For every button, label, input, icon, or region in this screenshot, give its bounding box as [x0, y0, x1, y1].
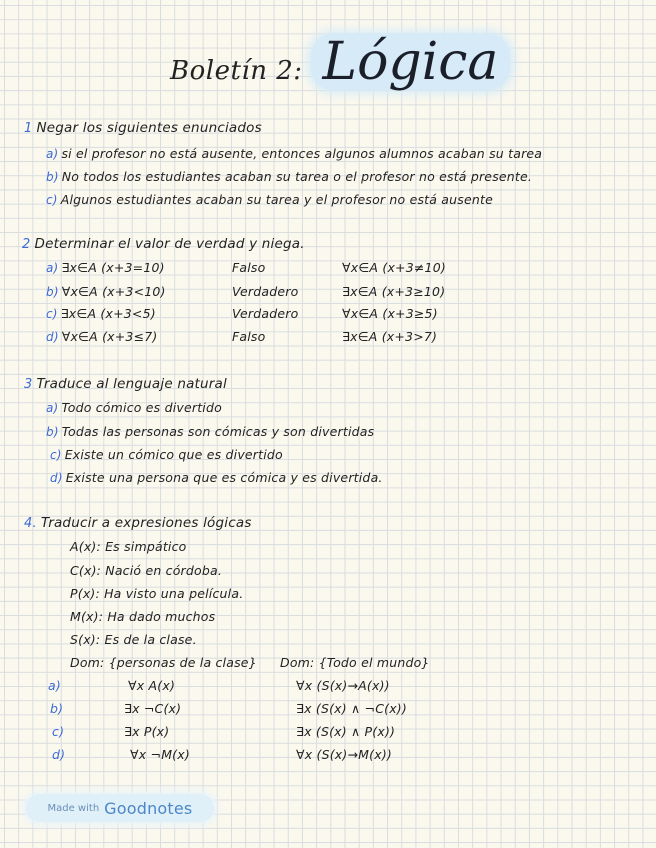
s3-item-d: [50, 470, 383, 485]
s1-letter-c: c): [46, 193, 58, 207]
s3-text-b: Todas las personas son cómicas y son divertidas: [61, 424, 375, 439]
s3-text-d: Existe una persona que es cómica y es divertida.: [65, 470, 383, 485]
s2-row-a: [46, 260, 165, 275]
s2-row-d: [46, 329, 157, 344]
s4-left-b: ∃x ¬C(x): [124, 701, 182, 716]
s4-domain-right: Dom: {Todo el mundo}: [280, 655, 430, 670]
title-prefix: Boletín 2:: [170, 56, 303, 86]
s2-letter-c: c): [46, 307, 58, 321]
s1-item-c: [46, 192, 493, 207]
section-1-number: 1: [24, 121, 33, 136]
s3-letter-c: c): [50, 448, 62, 462]
s4-letter-c: c): [52, 724, 65, 739]
s4-def-p: P(x): Ha visto una película.: [70, 586, 244, 601]
s4-left-d: ∀x ¬M(x): [130, 747, 190, 762]
s1-letter-b: b): [46, 170, 59, 184]
s1-text-c: Algunos estudiantes acaban su tarea y el profesor no está ausente: [60, 192, 494, 207]
s3-text-a: Todo cómico es divertido: [61, 400, 222, 415]
s2-letter-b: b): [46, 285, 59, 299]
s4-def-m: M(x): Ha dado muchos: [70, 609, 216, 624]
title-highlight: Lógica: [311, 34, 511, 90]
s2-neg-c: ∀x∈A (x+3≥5): [342, 306, 438, 321]
s2-letter-d: d): [46, 330, 59, 344]
s1-item-a: [46, 146, 542, 161]
s3-letter-b: b): [46, 425, 59, 439]
section-3-heading: [24, 376, 227, 392]
s1-letter-a: a): [46, 147, 59, 161]
s4-right-c: ∃x (S(x) ∧ P(x)): [296, 724, 396, 739]
s4-def-c: C(x): Nació en córdoba.: [70, 563, 223, 578]
s4-letter-b: b): [50, 701, 64, 716]
s4-left-a: ∀x A(x): [128, 678, 176, 693]
s2-value-a: Falso: [232, 260, 266, 275]
s2-expr-d: ∀x∈A (x+3≤7): [61, 329, 158, 344]
s4-def-a: A(x): Es simpático: [70, 539, 187, 554]
s2-expr-c: ∃x∈A (x+3<5): [60, 306, 156, 321]
s3-item-a: [46, 400, 222, 415]
badge-brand-logo: Goodnotes: [104, 798, 193, 818]
section-2-number: 2: [22, 237, 31, 252]
s4-def-s: S(x): Es de la clase.: [70, 632, 197, 647]
s2-row-c: [46, 306, 156, 321]
section-1-heading: [24, 120, 262, 136]
s2-value-c: Verdadero: [232, 306, 299, 321]
s2-row-b: [46, 284, 166, 299]
section-3-title: Traduce al lenguaje natural: [36, 376, 227, 392]
section-4-heading: [24, 515, 252, 531]
s4-right-b: ∃x (S(x) ∧ ¬C(x)): [296, 701, 407, 716]
s3-letter-d: d): [50, 471, 63, 485]
s3-text-c: Existe un cómico que es divertido: [64, 447, 283, 462]
s4-letter-d: d): [52, 747, 66, 762]
s2-expr-b: ∀x∈A (x+3<10): [61, 284, 166, 299]
s1-item-b: [46, 169, 532, 184]
section-4-title: Traducir a expresiones lógicas: [40, 515, 252, 531]
section-4-number: 4.: [24, 516, 37, 531]
s2-expr-a: ∃x∈A (x+3=10): [61, 260, 165, 275]
s2-value-b: Verdadero: [232, 284, 299, 299]
s4-left-c: ∃x P(x): [124, 724, 170, 739]
section-1-title: Negar los siguientes enunciados: [36, 120, 262, 136]
s4-right-d: ∀x (S(x)→M(x)): [296, 747, 392, 762]
page-title: [170, 34, 510, 90]
s1-text-b: No todos los estudiantes acaban su tarea o el profesor no está presente.: [61, 169, 533, 184]
s4-letter-a: a): [48, 678, 61, 693]
s2-letter-a: a): [46, 261, 59, 275]
s2-neg-d: ∃x∈A (x+3>7): [342, 329, 438, 344]
badge-made-with: Made with: [47, 802, 100, 814]
section-3-number: 3: [24, 377, 33, 392]
s3-item-b: [46, 424, 374, 439]
made-with-goodnotes-badge[interactable]: [26, 794, 214, 822]
s2-neg-a: ∀x∈A (x+3≠10): [342, 260, 446, 275]
s4-domain-left: Dom: {personas de la clase}: [70, 655, 257, 670]
s4-right-a: ∀x (S(x)→A(x)): [296, 678, 390, 693]
section-2-heading: [22, 236, 305, 252]
s3-item-c: [50, 447, 283, 462]
s1-text-a: si el profesor no está ausente, entonces algunos alumnos acaban su tarea: [61, 146, 543, 161]
s3-letter-a: a): [46, 401, 59, 415]
section-2-title: Determinar el valor de verdad y niega.: [34, 236, 305, 252]
s2-value-d: Falso: [232, 329, 266, 344]
s2-neg-b: ∃x∈A (x+3≥10): [342, 284, 446, 299]
